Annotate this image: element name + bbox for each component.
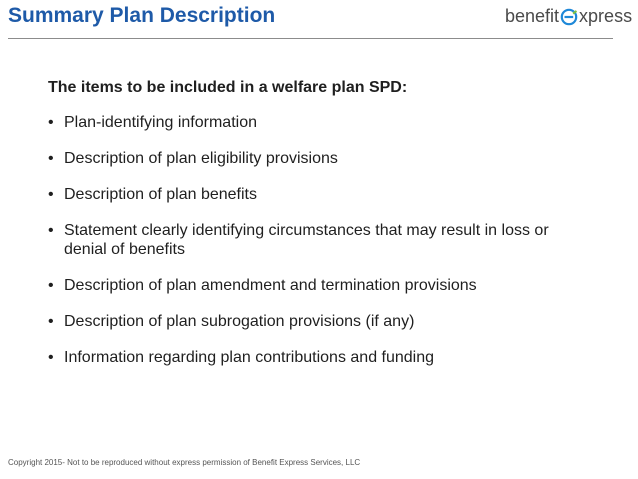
- list-item: [48, 185, 608, 204]
- list-item: [48, 221, 608, 259]
- list-item: [48, 149, 608, 168]
- bullet: •: [48, 349, 54, 366]
- logo-text-left: benefit: [505, 6, 560, 26]
- list-item-text: Statement clearly identifying circumstances that may result in loss or denial of benefits: [64, 222, 549, 258]
- list-item-text: Plan-identifying information: [64, 114, 257, 131]
- list-item: [48, 113, 608, 132]
- bullet: •: [48, 114, 54, 131]
- list-item-text: Description of plan benefits: [64, 186, 257, 203]
- intro-heading: The items to be included in a welfare plan SPD:: [48, 79, 408, 96]
- copyright-notice: Copyright 2015- Not to be reproduced without express permission of Benefit Express Services, LLC: [8, 458, 361, 467]
- list-item: [48, 276, 608, 295]
- bullet: •: [48, 222, 54, 239]
- header-divider: [8, 38, 613, 39]
- spd-items-list: [48, 113, 608, 367]
- benefit-express-logo: [505, 6, 632, 27]
- list-item-text: Information regarding plan contributions and funding: [64, 349, 435, 366]
- list-item: [48, 312, 608, 331]
- bullet: •: [48, 277, 54, 294]
- list-item: [48, 348, 608, 367]
- bullet: •: [48, 150, 54, 167]
- list-item-text: Description of plan eligibility provisions: [64, 150, 338, 167]
- slide-title: Summary Plan Description: [8, 4, 276, 27]
- bullet: •: [48, 186, 54, 203]
- slide-content: [48, 79, 608, 384]
- bullet: •: [48, 313, 54, 330]
- logo-text-right: xpress: [579, 6, 633, 26]
- list-item-text: Description of plan subrogation provisions (if any): [64, 313, 415, 330]
- list-item-text: Description of plan amendment and termination provisions: [64, 277, 477, 294]
- benefit-express-e-icon: [560, 8, 578, 26]
